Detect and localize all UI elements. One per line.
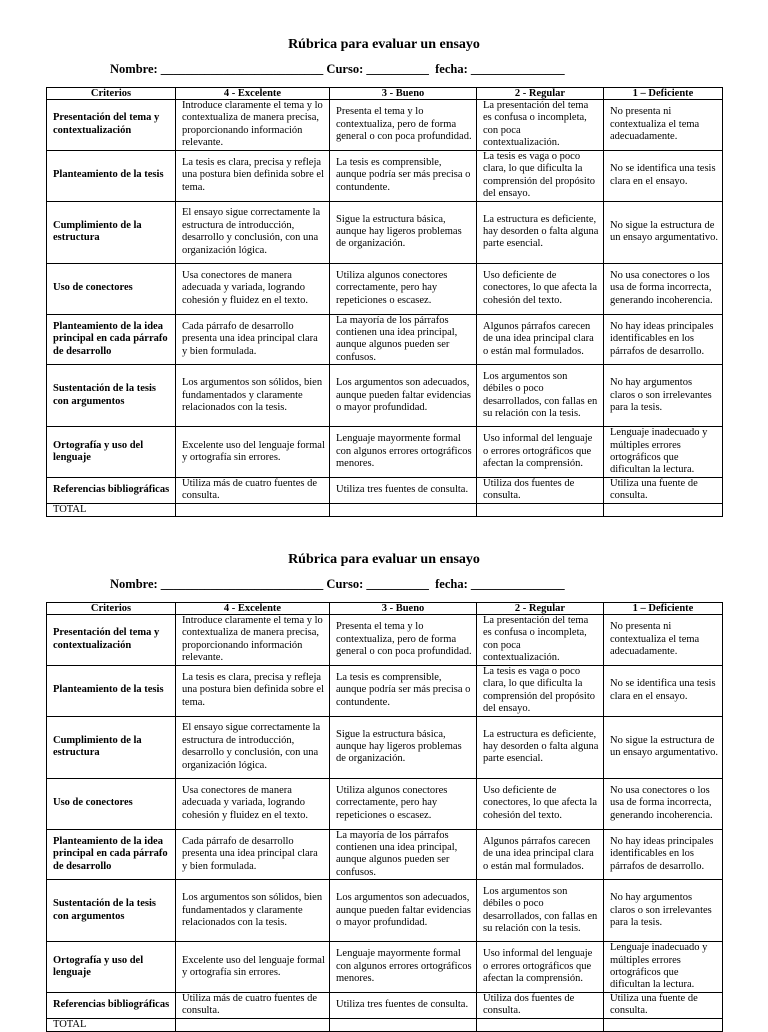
level-cell: No hay ideas principales identificables en los párrafos de desarrollo. bbox=[604, 314, 723, 365]
level-cell: Uso deficiente de conectores, lo que afecta la cohesión del texto. bbox=[477, 263, 604, 314]
total-row bbox=[47, 503, 723, 516]
criterion-cell: Planteamiento de la idea principal en cada párrafo de desarrollo bbox=[47, 829, 176, 880]
rubric-table bbox=[46, 87, 723, 517]
level-cell: La tesis es comprensible, aunque podría ser más precisa o contundente. bbox=[330, 665, 477, 716]
rubric-row bbox=[47, 263, 723, 314]
level-cell: Los argumentos son débiles o poco desarrollados, con fallas en su relación con la tesis. bbox=[477, 880, 604, 942]
level-cell: No hay argumentos claros o son irrelevantes para la tesis. bbox=[604, 880, 723, 942]
rubric-title: Rúbrica para evaluar un ensayo bbox=[288, 37, 480, 52]
rubric-row bbox=[47, 829, 723, 880]
total-label: TOTAL bbox=[47, 503, 176, 516]
level-cell: Utiliza algunos conectores correctamente, pero hay repeticiones o escasez. bbox=[330, 263, 477, 314]
header-row bbox=[47, 88, 723, 100]
level-cell: Presenta el tema y lo contextualiza, pero de forma general o con poca profundidad. bbox=[330, 100, 477, 151]
criterion-cell: Referencias bibliográficas bbox=[47, 992, 176, 1018]
level-cell: La tesis es vaga o poco clara, lo que dificulta la comprensión del propósito del ensayo. bbox=[477, 665, 604, 716]
level-cell: Utiliza más de cuatro fuentes de consulta. bbox=[176, 992, 330, 1018]
student-info-line: Nombre: __________________________ Curso: __________ fecha: _______________ bbox=[110, 577, 565, 591]
level-cell: No se identifica una tesis clara en el ensayo. bbox=[604, 665, 723, 716]
level-cell: Sigue la estructura básica, aunque hay ligeros problemas de organización. bbox=[330, 201, 477, 263]
level-cell: El ensayo sigue correctamente la estructura de introducción, desarrollo y conclusión, con una organización lógica. bbox=[176, 201, 330, 263]
total-score-cell[interactable] bbox=[176, 1018, 330, 1031]
level-cell: Introduce claramente el tema y lo contextualiza de manera precisa, proporcionando información relevante. bbox=[176, 615, 330, 666]
rubric-row bbox=[47, 716, 723, 778]
level-cell: La tesis es vaga o poco clara, lo que dificulta la comprensión del propósito del ensayo. bbox=[477, 150, 604, 201]
level-cell: Lenguaje mayormente formal con algunos errores ortográficos menores. bbox=[330, 427, 477, 478]
rubric-row bbox=[47, 880, 723, 942]
criterion-cell: Cumplimiento de la estructura bbox=[47, 716, 176, 778]
level-cell: Los argumentos son adecuados, aunque pueden faltar evidencias o mayor profundidad. bbox=[330, 365, 477, 427]
total-row bbox=[47, 1018, 723, 1031]
level-cell: Uso deficiente de conectores, lo que afecta la cohesión del texto. bbox=[477, 778, 604, 829]
level-cell: No hay ideas principales identificables en los párrafos de desarrollo. bbox=[604, 829, 723, 880]
criterion-cell: Planteamiento de la tesis bbox=[47, 665, 176, 716]
total-score-cell[interactable] bbox=[330, 503, 477, 516]
total-score-cell[interactable] bbox=[604, 503, 723, 516]
level-cell: Utiliza tres fuentes de consulta. bbox=[330, 477, 477, 503]
total-score-cell[interactable] bbox=[477, 503, 604, 516]
level-cell: Usa conectores de manera adecuada y variada, logrando cohesión y fluidez en el texto. bbox=[176, 778, 330, 829]
level-cell: Lenguaje mayormente formal con algunos errores ortográficos menores. bbox=[330, 942, 477, 993]
rubric-row bbox=[47, 665, 723, 716]
level-cell: Usa conectores de manera adecuada y variada, logrando cohesión y fluidez en el texto. bbox=[176, 263, 330, 314]
level-cell: Los argumentos son débiles o poco desarrollados, con fallas en su relación con la tesis. bbox=[477, 365, 604, 427]
rubric-row bbox=[47, 100, 723, 151]
column-header: 1 – Deficiente bbox=[604, 88, 723, 100]
criterion-cell: Ortografía y uso del lenguaje bbox=[47, 427, 176, 478]
rubric-row bbox=[47, 778, 723, 829]
rubric-section-2 bbox=[0, 551, 768, 1030]
level-cell: Algunos párrafos carecen de una idea principal clara o están mal formulados. bbox=[477, 314, 604, 365]
level-cell: Sigue la estructura básica, aunque hay ligeros problemas de organización. bbox=[330, 716, 477, 778]
level-cell: Los argumentos son sólidos, bien fundamentados y claramente relacionados con la tesis. bbox=[176, 880, 330, 942]
column-header: 4 - Excelente bbox=[176, 88, 330, 100]
level-cell: Presenta el tema y lo contextualiza, pero de forma general o con poca profundidad. bbox=[330, 615, 477, 666]
level-cell: Excelente uso del lenguaje formal y ortografía sin errores. bbox=[176, 942, 330, 993]
rubric-title: Rúbrica para evaluar un ensayo bbox=[288, 552, 480, 567]
level-cell: Lenguaje inadecuado y múltiples errores ortográficos que dificultan la lectura. bbox=[604, 427, 723, 478]
rubric-row bbox=[47, 942, 723, 993]
column-header: Criterios bbox=[47, 88, 176, 100]
level-cell: La presentación del tema es confusa o incompleta, con poca contextualización. bbox=[477, 615, 604, 666]
rubric-table bbox=[46, 602, 723, 1032]
total-score-cell[interactable] bbox=[477, 1018, 604, 1031]
level-cell: Utiliza algunos conectores correctamente, pero hay repeticiones o escasez. bbox=[330, 778, 477, 829]
level-cell: No usa conectores o los usa de forma incorrecta, generando incoherencia. bbox=[604, 263, 723, 314]
criterion-cell: Ortografía y uso del lenguaje bbox=[47, 942, 176, 993]
level-cell: Cada párrafo de desarrollo presenta una idea principal clara y bien formulada. bbox=[176, 829, 330, 880]
level-cell: Utiliza una fuente de consulta. bbox=[604, 992, 723, 1018]
level-cell: La estructura es deficiente, hay desorden o falta alguna parte esencial. bbox=[477, 201, 604, 263]
header-row bbox=[47, 603, 723, 615]
criterion-cell: Sustentación de la tesis con argumentos bbox=[47, 880, 176, 942]
student-info-line: Nombre: __________________________ Curso: __________ fecha: _______________ bbox=[110, 62, 565, 76]
level-cell: Excelente uso del lenguaje formal y ortografía sin errores. bbox=[176, 427, 330, 478]
criterion-cell: Sustentación de la tesis con argumentos bbox=[47, 365, 176, 427]
level-cell: No presenta ni contextualiza el tema adecuadamente. bbox=[604, 615, 723, 666]
level-cell: La tesis es clara, precisa y refleja una postura bien definida sobre el tema. bbox=[176, 150, 330, 201]
level-cell: Uso informal del lenguaje o errores ortográficos que afectan la comprensión. bbox=[477, 942, 604, 993]
level-cell: Introduce claramente el tema y lo contextualiza de manera precisa, proporcionando información relevante. bbox=[176, 100, 330, 151]
criterion-cell: Uso de conectores bbox=[47, 778, 176, 829]
level-cell: La presentación del tema es confusa o incompleta, con poca contextualización. bbox=[477, 100, 604, 151]
level-cell: Lenguaje inadecuado y múltiples errores ortográficos que dificultan la lectura. bbox=[604, 942, 723, 993]
level-cell: Los argumentos son sólidos, bien fundamentados y claramente relacionados con la tesis. bbox=[176, 365, 330, 427]
level-cell: Utiliza dos fuentes de consulta. bbox=[477, 992, 604, 1018]
level-cell: Cada párrafo de desarrollo presenta una idea principal clara y bien formulada. bbox=[176, 314, 330, 365]
column-header: 4 - Excelente bbox=[176, 603, 330, 615]
level-cell: No presenta ni contextualiza el tema adecuadamente. bbox=[604, 100, 723, 151]
criterion-cell: Presentación del tema y contextualización bbox=[47, 100, 176, 151]
column-header: 3 - Bueno bbox=[330, 88, 477, 100]
level-cell: Algunos párrafos carecen de una idea principal clara o están mal formulados. bbox=[477, 829, 604, 880]
level-cell: La tesis es comprensible, aunque podría ser más precisa o contundente. bbox=[330, 150, 477, 201]
level-cell: El ensayo sigue correctamente la estructura de introducción, desarrollo y conclusión, con una organización lógica. bbox=[176, 716, 330, 778]
level-cell: La mayoría de los párrafos contienen una idea principal, aunque algunos pueden ser confusos. bbox=[330, 314, 477, 365]
level-cell: La tesis es clara, precisa y refleja una postura bien definida sobre el tema. bbox=[176, 665, 330, 716]
column-header: 2 - Regular bbox=[477, 603, 604, 615]
rubric-row bbox=[47, 427, 723, 478]
column-header: 1 – Deficiente bbox=[604, 603, 723, 615]
level-cell: No usa conectores o los usa de forma incorrecta, generando incoherencia. bbox=[604, 778, 723, 829]
rubric-row bbox=[47, 615, 723, 666]
total-score-cell[interactable] bbox=[604, 1018, 723, 1031]
level-cell: Uso informal del lenguaje o errores ortográficos que afectan la comprensión. bbox=[477, 427, 604, 478]
column-header: 2 - Regular bbox=[477, 88, 604, 100]
column-header: 3 - Bueno bbox=[330, 603, 477, 615]
criterion-cell: Planteamiento de la tesis bbox=[47, 150, 176, 201]
criterion-cell: Referencias bibliográficas bbox=[47, 477, 176, 503]
rubric-row bbox=[47, 477, 723, 503]
total-label: TOTAL bbox=[47, 1018, 176, 1031]
level-cell: Los argumentos son adecuados, aunque pueden faltar evidencias o mayor profundidad. bbox=[330, 880, 477, 942]
level-cell: Utiliza tres fuentes de consulta. bbox=[330, 992, 477, 1018]
level-cell: No hay argumentos claros o son irrelevantes para la tesis. bbox=[604, 365, 723, 427]
rubric-row bbox=[47, 150, 723, 201]
rubric-section-1 bbox=[0, 36, 768, 515]
level-cell: No sigue la estructura de un ensayo argumentativo. bbox=[604, 201, 723, 263]
level-cell: La estructura es deficiente, hay desorden o falta alguna parte esencial. bbox=[477, 716, 604, 778]
rubric-row bbox=[47, 201, 723, 263]
level-cell: La mayoría de los párrafos contienen una idea principal, aunque algunos pueden ser confusos. bbox=[330, 829, 477, 880]
criterion-cell: Planteamiento de la idea principal en cada párrafo de desarrollo bbox=[47, 314, 176, 365]
rubric-row bbox=[47, 314, 723, 365]
criterion-cell: Uso de conectores bbox=[47, 263, 176, 314]
level-cell: Utiliza una fuente de consulta. bbox=[604, 477, 723, 503]
column-header: Criterios bbox=[47, 603, 176, 615]
criterion-cell: Cumplimiento de la estructura bbox=[47, 201, 176, 263]
level-cell: No sigue la estructura de un ensayo argumentativo. bbox=[604, 716, 723, 778]
level-cell: Utiliza más de cuatro fuentes de consulta. bbox=[176, 477, 330, 503]
level-cell: No se identifica una tesis clara en el ensayo. bbox=[604, 150, 723, 201]
total-score-cell[interactable] bbox=[330, 1018, 477, 1031]
criterion-cell: Presentación del tema y contextualización bbox=[47, 615, 176, 666]
rubric-row bbox=[47, 992, 723, 1018]
rubric-row bbox=[47, 365, 723, 427]
total-score-cell[interactable] bbox=[176, 503, 330, 516]
level-cell: Utiliza dos fuentes de consulta. bbox=[477, 477, 604, 503]
